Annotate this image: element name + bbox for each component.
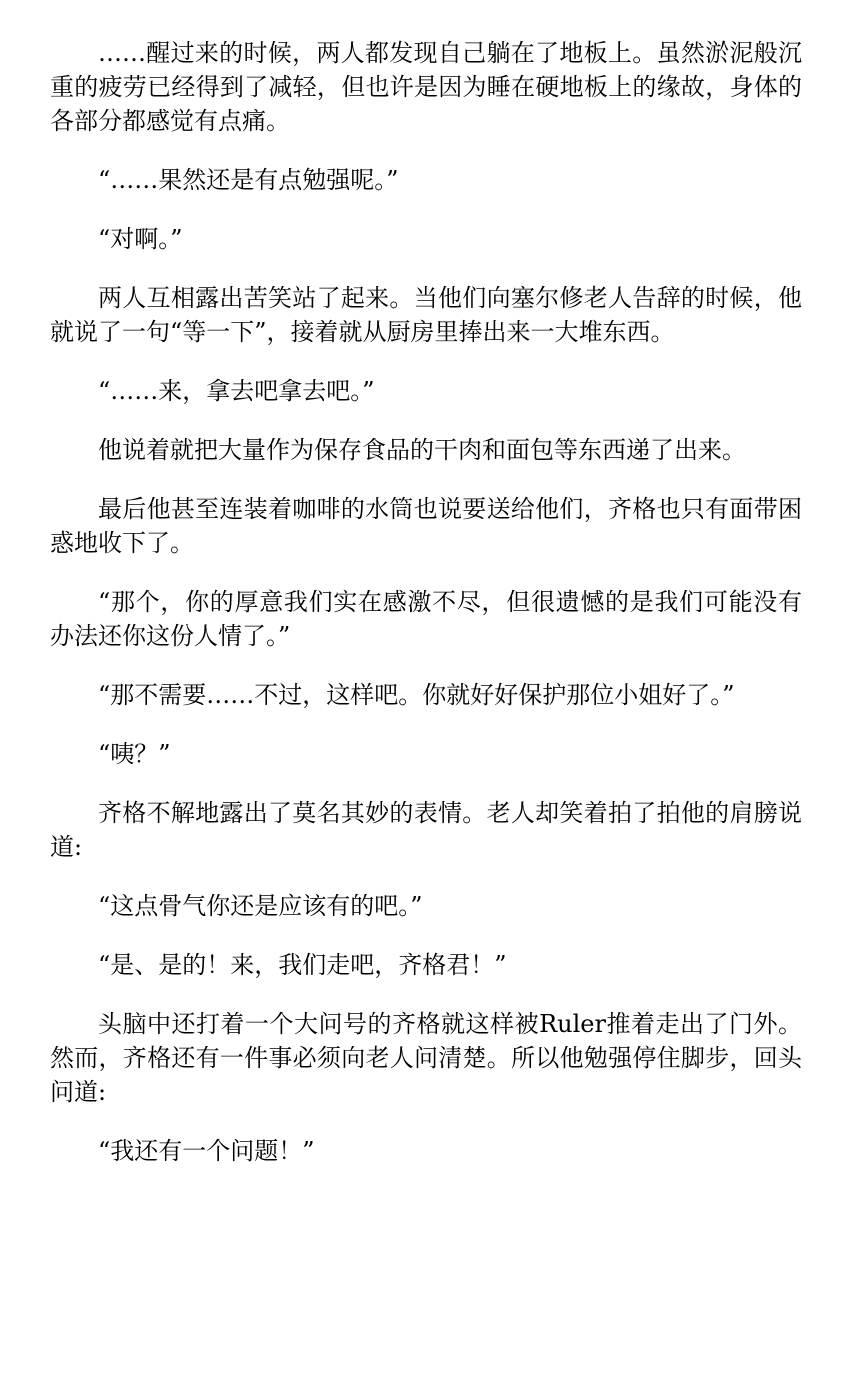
paragraph-13: “是、是的！来，我们走吧，齐格君！” — [98, 951, 507, 979]
paragraph-7: 最后他甚至连装着咖啡的水筒也说要送给他们，齐格也只有面带困惑地收下了。 — [50, 495, 802, 557]
paragraph-8: “那个，你的厚意我们实在感激不尽，但很遗憾的是我们可能没有办法还你这份人情了。” — [50, 588, 802, 650]
paragraph-2: “……果然还是有点勉强呢。” — [98, 166, 399, 194]
paragraph-9: “那不需要……不过，这样吧。你就好好保护那位小姐好了。” — [98, 681, 735, 709]
paragraph-1: ……醒过来的时候，两人都发现自己躺在了地板上。虽然淤泥般沉重的疲劳已经得到了减轻，但也许是因为睡在硬地板上的缘故，身体的各部分都感觉有点痛。 — [50, 39, 802, 135]
paragraph-5: “……来，拿去吧拿去吧。” — [98, 377, 375, 405]
document-page — [50, 36, 802, 1193]
paragraph-3: “对啊。” — [98, 225, 183, 253]
paragraph-11: 齐格不解地露出了莫名其妙的表情。老人却笑着拍了拍他的肩膀说道: — [50, 799, 802, 861]
paragraph-10: “咦？” — [98, 740, 171, 768]
paragraph-6: 他说着就把大量作为保存食品的干肉和面包等东西递了出来。 — [98, 436, 746, 464]
paragraph-14: 头脑中还打着一个大问号的齐格就这样被Ruler推着走出了门外。然而，齐格还有一件事必须向老人问清楚。所以他勉强停住脚步，回头问道: — [50, 1010, 802, 1106]
paragraph-15: “我还有一个问题！” — [98, 1137, 315, 1165]
paragraph-12: “这点骨气你还是应该有的吧。” — [98, 892, 423, 920]
paragraph-4: 两人互相露出苦笑站了起来。当他们向塞尔修老人告辞的时候，他就说了一句“等一下”，接着就从厨房里捧出来一大堆东西。 — [50, 284, 802, 346]
